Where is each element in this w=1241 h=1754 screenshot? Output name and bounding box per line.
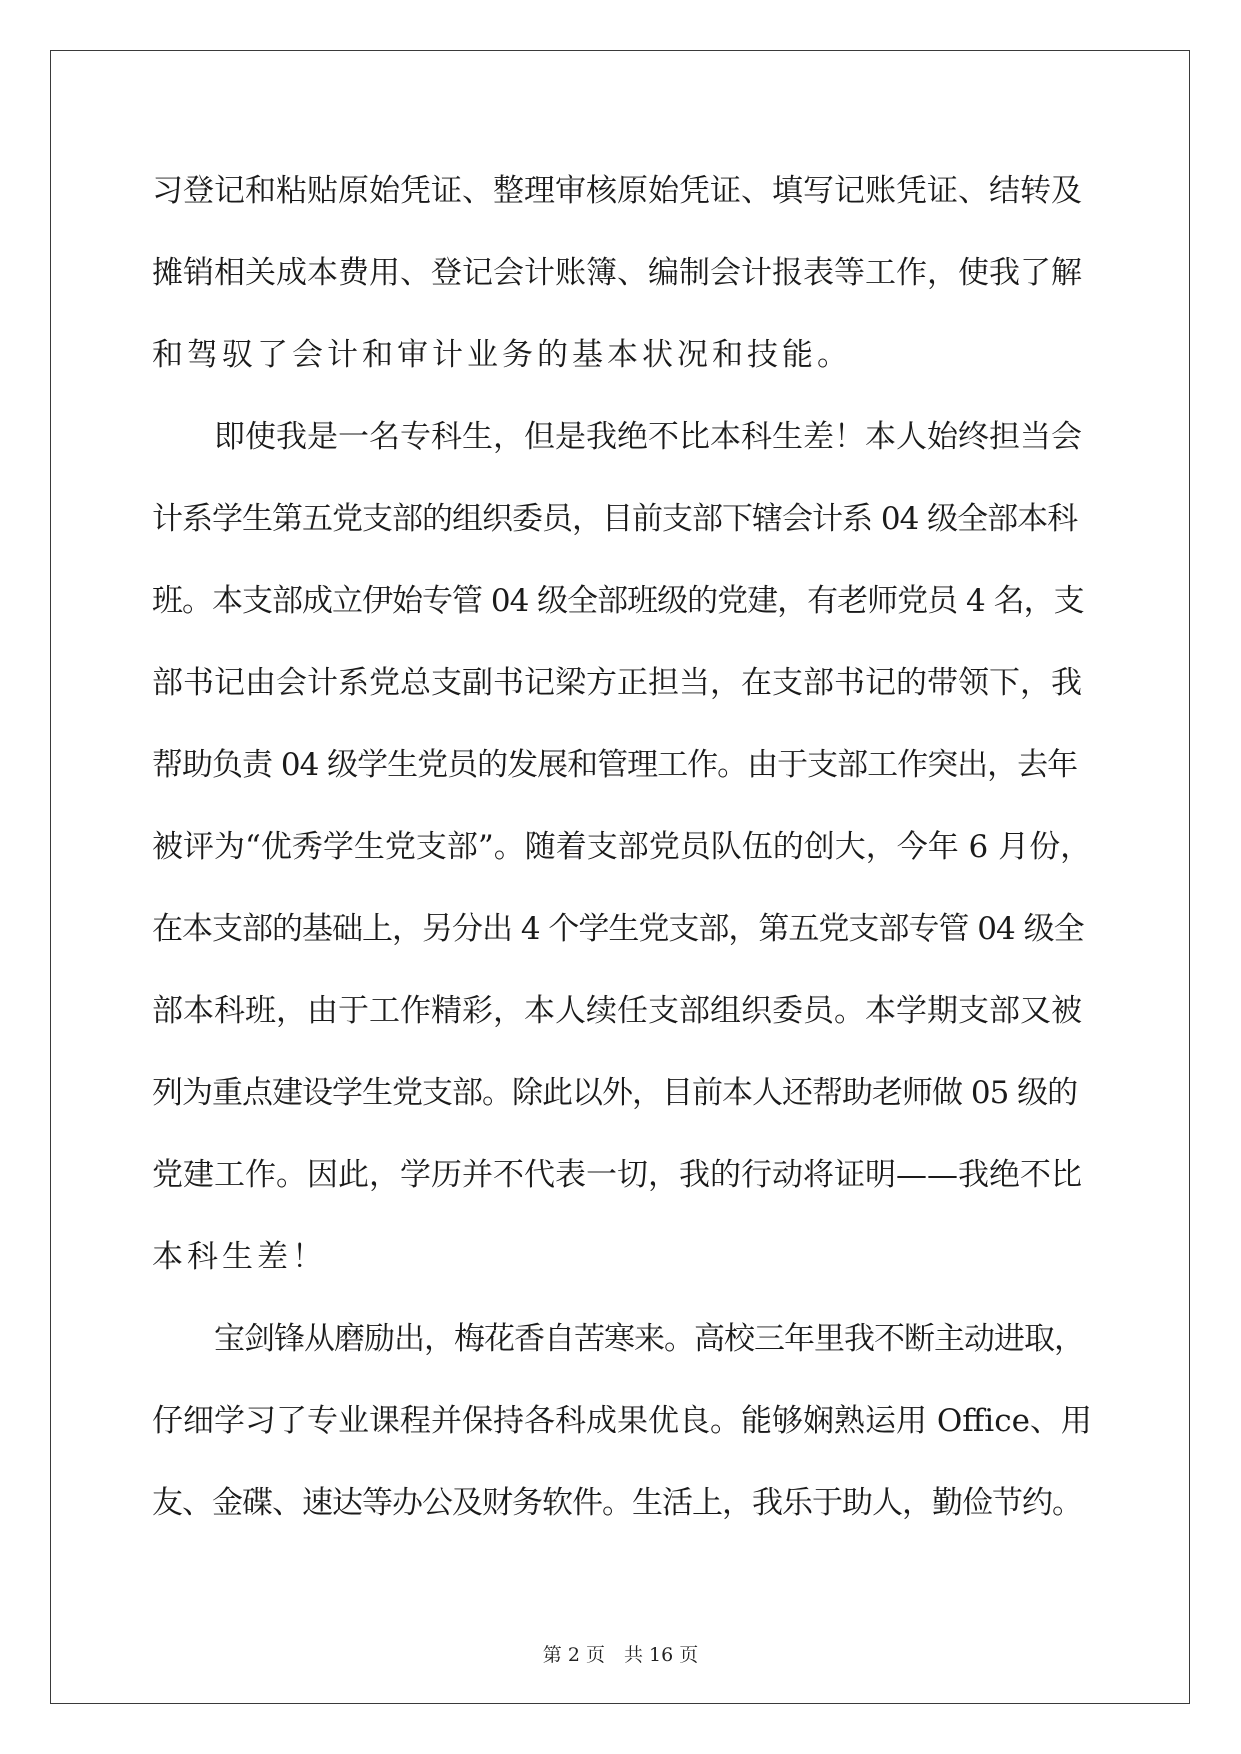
text-line: 在本支部的基础上，另分出 4 个学生党支部，第五党支部专管 04 级全 bbox=[152, 911, 1084, 947]
text-line: 本科生差！ bbox=[152, 1239, 327, 1275]
text-line: 部书记由会计系党总支副书记梁方正担当，在支部书记的带领下，我 bbox=[152, 665, 1082, 701]
text-line: 列为重点建设学生党支部。除此以外，目前本人还帮助老师做 05 级的 bbox=[152, 1075, 1078, 1111]
text-line: 摊销相关成本费用、登记会计账簿、编制会计报表等工作，使我了解 bbox=[152, 255, 1082, 291]
text-line: 部本科班，由于工作精彩，本人续任支部组织委员。本学期支部又被 bbox=[152, 993, 1082, 1029]
paragraph-start-line: 即使我是一名专科生，但是我绝不比本科生差！本人始终担当会 bbox=[214, 419, 1082, 455]
document-body bbox=[152, 150, 1092, 1544]
text-line: 党建工作。因此，学历并不代表一切，我的行动将证明——我绝不比 bbox=[152, 1157, 1082, 1193]
text-line: 计系学生第五党支部的组织委员，目前支部下辖会计系 04 级全部本科 bbox=[152, 501, 1078, 537]
text-line: 仔细学习了专业课程并保持各科成果优良。能够娴熟运用 Office、用 bbox=[152, 1403, 1092, 1439]
text-line: 和驾驭了会计和审计业务的基本状况和技能。 bbox=[152, 337, 852, 373]
page-number-footer: 第 2 页 共 16 页 bbox=[542, 1644, 699, 1666]
text-line: 习登记和粘贴原始凭证、整理审核原始凭证、填写记账凭证、结转及 bbox=[152, 173, 1082, 209]
text-line: 被评为“优秀学生党支部”。随着支部党员队伍的创大，今年 6 月份， bbox=[152, 829, 1092, 865]
paragraph-start-line: 宝剑锋从磨励出，梅花香自苦寒来。高校三年里我不断主动进取， bbox=[214, 1321, 1084, 1357]
text-line: 帮助负责 04 级学生党员的发展和管理工作。由于支部工作突出，去年 bbox=[152, 747, 1078, 783]
text-line: 班。本支部成立伊始专管 04 级全部班级的党建，有老师党员 4 名，支 bbox=[152, 583, 1084, 619]
text-line: 友、金碟、速达等办公及财务软件。生活上，我乐于助人，勤俭节约。 bbox=[152, 1485, 1082, 1521]
